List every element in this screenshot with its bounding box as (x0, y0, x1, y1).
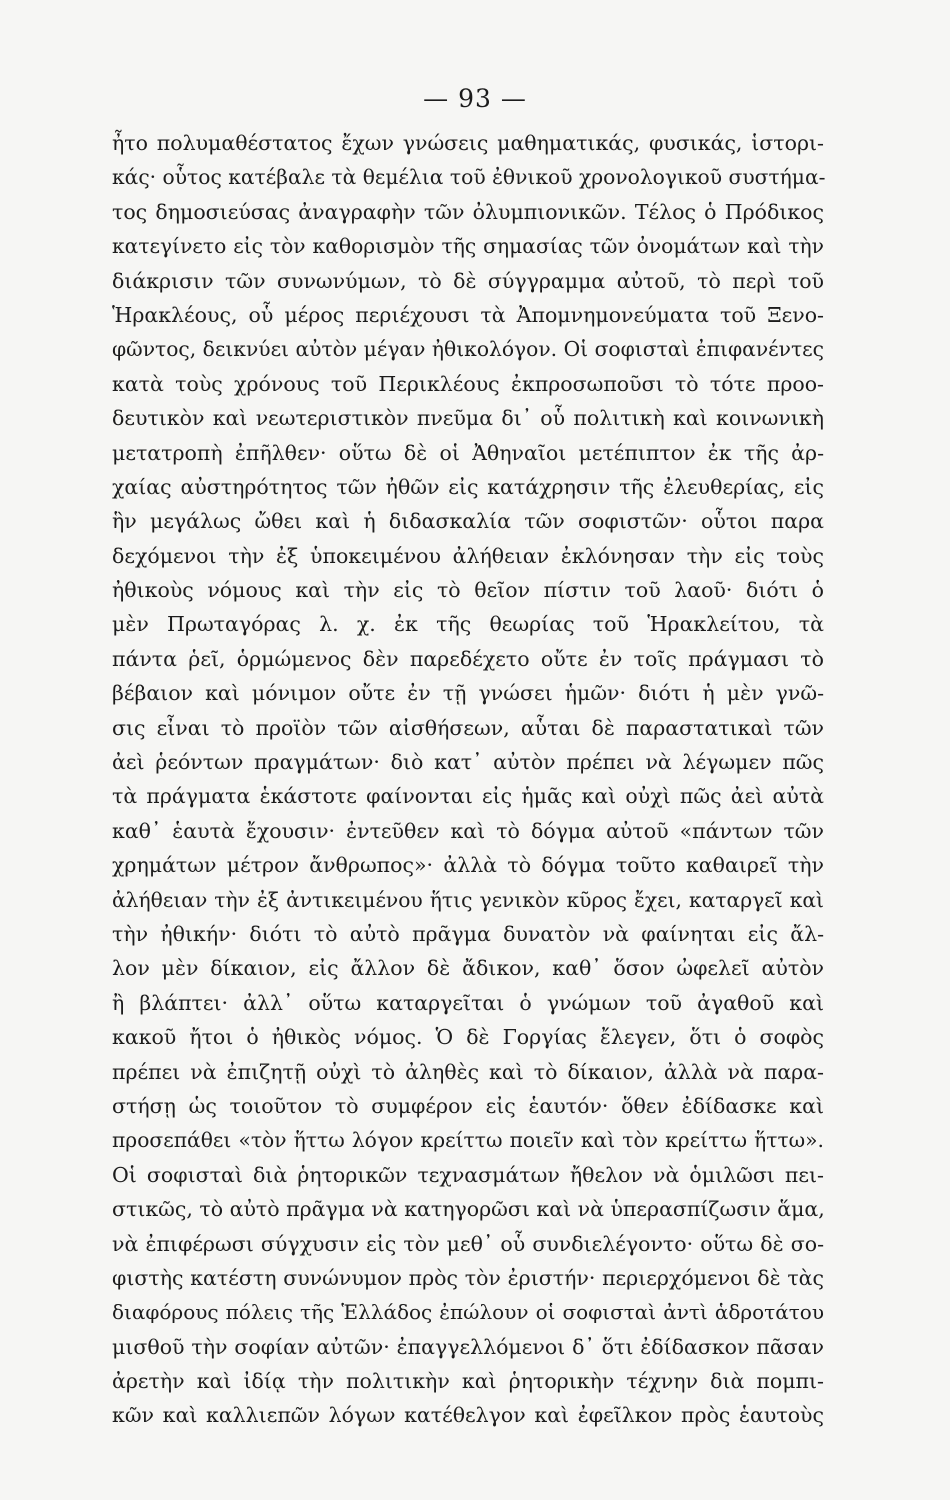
text-line: προσεπάθει «τὸν ἥττω λόγον κρείττω ποιεῖν καὶ τὸν κρείττω ἥττω». (112, 1128, 824, 1153)
text-line: μὲν Πρωταγόρας λ. χ. ἐκ τῆς θεωρίας τοῦ Ἡρακλείτου, τὰ (112, 612, 824, 637)
text-line: κατὰ τοὺς χρόνους τοῦ Περικλέους ἐκπροσωποῦσι τὸ τότε προο- (112, 371, 824, 396)
text-line: πρέπει νὰ ἐπιζητῇ οὐχὶ τὸ ἀληθὲς καὶ τὸ δίκαιον, ἀλλὰ νὰ παρα- (112, 1059, 824, 1084)
text-line: ἀεὶ ῥεόντων πραγμάτων· διὸ κατ᾿ αὐτὸν πρέπει νὰ λέγωμεν πῶς (112, 750, 824, 775)
text-line: ἣν μεγάλως ὤθει καὶ ἡ διδασκαλία τῶν σοφιστῶν· οὗτοι παρα (112, 509, 824, 534)
text-line: ἢ βλάπτει· ἀλλ᾿ οὕτω καταργεῖται ὁ γνώμων τοῦ ἀγαθοῦ καὶ (112, 990, 824, 1015)
text-line: τος δημοσιεύσας ἀναγραφὴν τῶν ὀλυμπιονικῶν. Τέλος ὁ Πρόδικος (112, 199, 824, 224)
text-line: τὴν ἠθικήν· διότι τὸ αὐτὸ πρᾶγμα δυνατὸν νὰ φαίνηται εἰς ἄλ- (112, 921, 824, 946)
text-line: δευτικὸν καὶ νεωτεριστικὸν πνεῦμα δι᾿ οὗ πολιτικὴ καὶ κοινωνικὴ (112, 406, 824, 431)
text-line: κῶν καὶ καλλιεπῶν λόγων κατέθελγον καὶ ἐφεῖλκον πρὸς ἑαυτοὺς (112, 1403, 824, 1428)
text-line: στήσῃ ὡς τοιοῦτον τὸ συμφέρον εἰς ἑαυτόν· ὅθεν ἐδίδασκε καὶ (112, 1093, 824, 1118)
text-line: σις εἶναι τὸ προϊὸν τῶν αἰσθήσεων, αὗται δὲ παραστατικαὶ τῶν (112, 715, 824, 740)
text-line: Οἱ σοφισταὶ διὰ ῥητορικῶν τεχνασμάτων ἤθελον νὰ ὁμιλῶσι πει- (112, 1162, 824, 1187)
text-line: ἠθικοὺς νόμους καὶ τὴν εἰς τὸ θεῖον πίστιν τοῦ λαοῦ· διότι ὁ (112, 578, 824, 603)
text-line: χαίας αὐστηρότητος τῶν ἠθῶν εἰς κατάχρησιν τῆς ἐλευθερίας, εἰς (112, 474, 824, 499)
text-line: διάκρισιν τῶν συνωνύμων, τὸ δὲ σύγγραμμα αὐτοῦ, τὸ περὶ τοῦ (112, 268, 824, 293)
text-line: Ἡρακλέους, οὗ μέρος περιέχουσι τὰ Ἀπομνημονεύματα τοῦ Ξενο- (112, 302, 824, 327)
text-line: καθ᾿ ἑαυτὰ ἔχουσιν· ἐντεῦθεν καὶ τὸ δόγμα αὐτοῦ «πάντων τῶν (112, 818, 824, 843)
text-line: ἀλήθειαν τὴν ἐξ ἀντικειμένου ἥτις γενικὸν κῦρος ἔχει, καταργεῖ καὶ (112, 887, 824, 912)
page-number: — 93 — (423, 84, 527, 113)
body-text (112, 126, 824, 1433)
text-line: κάς· οὗτος κατέβαλε τὰ θεμέλια τοῦ ἐθνικοῦ χρονολογικοῦ συστήμα- (112, 165, 826, 190)
text-line: βέβαιον καὶ μόνιμον οὔτε ἐν τῇ γνώσει ἡμῶν· διότι ἡ μὲν γνῶ- (112, 681, 824, 706)
text-line: ἀρετὴν καὶ ἰδίᾳ τὴν πολιτικὴν καὶ ῥητορικὴν τέχνην διὰ πομπι- (112, 1369, 824, 1394)
text-line: νὰ ἐπιφέρωσι σύγχυσιν εἰς τὸν μεθ᾿ οὗ συνδιελέγοντο· οὕτω δὲ σο- (112, 1231, 824, 1256)
text-line: φιστὴς κατέστη συνώνυμον πρὸς τὸν ἐριστήν· περιερχόμενοι δὲ τὰς (112, 1265, 824, 1290)
text-line: τὰ πράγματα ἑκάστοτε φαίνονται εἰς ἡμᾶς καὶ οὐχὶ πῶς ἀεὶ αὐτὰ (112, 784, 824, 809)
text-line: διαφόρους πόλεις τῆς Ἑλλάδος ἐπώλουν οἱ σοφισταὶ ἀντὶ ἁδροτάτου (112, 1300, 824, 1325)
text-line: ἦτο πολυμαθέστατος ἔχων γνώσεις μαθηματικάς, φυσικάς, ἱστορι- (112, 131, 824, 155)
text-line: κατεγίνετο εἰς τὸν καθορισμὸν τῆς σημασίας τῶν ὀνομάτων καὶ τὴν (112, 234, 824, 259)
text-line: πάντα ῥεῖ, ὁρμώμενος δὲν παρεδέχετο οὔτε ἐν τοῖς πράγμασι τὸ (112, 646, 824, 671)
text-line: φῶντος, δεικνύει αὐτὸν μέγαν ἠθικολόγον. Οἱ σοφισταὶ ἐπιφανέντες (112, 337, 824, 362)
text-line: κακοῦ ἤτοι ὁ ἠθικὸς νόμος. Ὁ δὲ Γοργίας ἔλεγεν, ὅτι ὁ σοφὸς (112, 1025, 824, 1050)
text-line: μετατροπὴ ἐπῆλθεν· οὕτω δὲ οἱ Ἀθηναῖοι μετέπιπτον ἐκ τῆς ἀρ- (112, 440, 824, 465)
text-line: μισθοῦ τὴν σοφίαν αὐτῶν· ἐπαγγελλόμενοι δ᾿ ὅτι ἐδίδασκον πᾶσαν (112, 1334, 824, 1359)
text-line: χρημάτων μέτρον ἄνθρωπος»· ἀλλὰ τὸ δόγμα τοῦτο καθαιρεῖ τὴν (112, 853, 824, 878)
text-line: στικῶς, τὸ αὐτὸ πρᾶγμα νὰ κατηγορῶσι καὶ νὰ ὑπερασπίζωσιν ἅμα, (112, 1197, 825, 1222)
text-line: λον μὲν δίκαιον, εἰς ἄλλον δὲ ἄδικον, καθ᾿ ὅσον ὠφελεῖ αὐτὸν (112, 956, 824, 981)
text-line: δεχόμενοι τὴν ἐξ ὑποκειμένου ἀλήθειαν ἐκλόνησαν τὴν εἰς τοὺς (112, 543, 824, 568)
